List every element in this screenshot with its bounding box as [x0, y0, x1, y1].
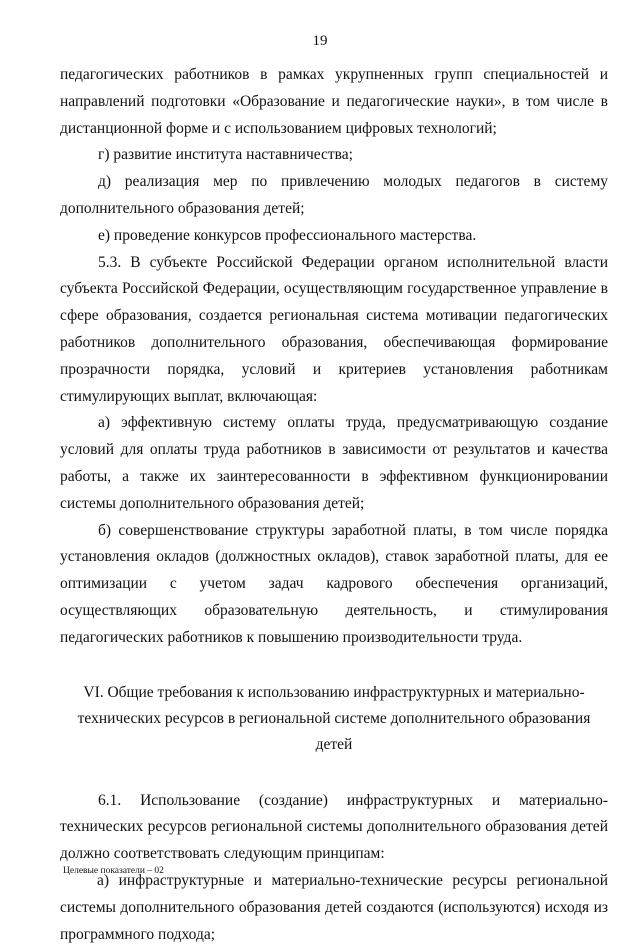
list-item-d: д) реализация мер по привлечению молодых педагогов в систему дополнительного образования детей;: [60, 173, 608, 217]
list-item-a: а) эффективную систему оплаты труда, предусматривающую создание условий для оплаты труда работников в зависимости от результатов и качества работы, а также их заинтересованности в эффективном функционировании системы дополнительного образования детей;: [60, 414, 608, 512]
page-number: 19: [312, 33, 328, 49]
list-item-a-6-1: а) инфраструктурные и материально-технические ресурсы региональной системы дополнительного образования детей создаются (используются) исходя из программного подхода;: [60, 871, 608, 943]
footer-note: Целевые показатели – 02: [63, 866, 164, 876]
paragraph-5-3: 5.3. В субъекте Российской Федерации органом исполнительной власти субъекта Российской Федерации, осуществляющим государственное управление в сфере образования, создается региональная система мотивации педагогических работников дополнительного образования, обеспечивающая формирование прозрачности порядка, условий и критериев установления работникам стимулирующих выплат, включающая:: [60, 253, 608, 405]
section-heading: VI. Общие требования к использованию инфраструктурных и материально-технических ресурсов в региональной системе дополнительного образования детей: [77, 683, 591, 753]
list-item-g: г) развитие института наставничества;: [98, 146, 353, 164]
list-item-b: б) совершенствование структуры заработной платы, в том числе порядка установления окладов (должностных окладов), ставок заработной платы, для ее оптимизации с учетом задач кадрового обеспечения организаций, осуществляющих образовательную деятельность, и стимулирования педагогических работников к повышению производительности труда.: [60, 521, 608, 646]
list-item-e: е) проведение конкурсов профессионального мастерства.: [98, 226, 477, 244]
paragraph-6-1: 6.1. Использование (создание) инфраструктурных и материально-технических ресурсов региональной системы дополнительного образования детей должно соответствовать следующим принципам:: [60, 791, 608, 863]
paragraph-continuation: педагогических работников в рамках укрупненных групп специальностей и направлений подготовки «Образование и педагогические науки», в том числе в дистанционной форме и с использованием цифровых технологий;: [60, 66, 608, 137]
document-body: [60, 62, 608, 948]
